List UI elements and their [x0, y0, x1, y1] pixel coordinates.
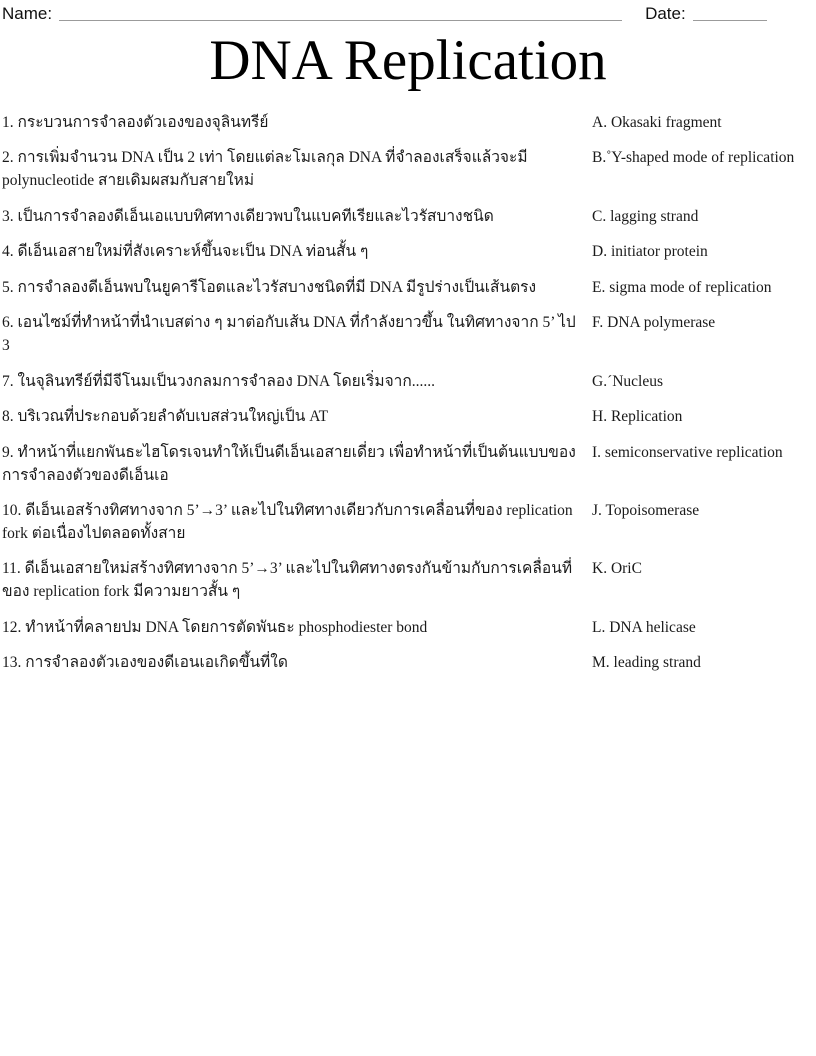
answer-item: M. leading strand: [592, 654, 701, 672]
answer-item: L. DNA helicase: [592, 618, 696, 636]
question-item: 3. เป็นการจำลองดีเอ็นเอแบบทิศทางเดียวพบในแบคทีเรียและไวรัสบางชนิด: [2, 207, 494, 225]
question-item: 2. การเพิ่มจำนวน DNA เป็น 2 เท่า โดยแต่ละโมเลกุล DNA ที่จำลองเสร็จแล้วจะมี polynucleotide สายเดิมผสมกับสายใหม่: [2, 149, 528, 189]
answer-item: G.´Nucleus: [592, 372, 664, 390]
header: [2, 4, 814, 24]
table-row: [2, 617, 814, 640]
question-item: 12. ทำหน้าที่คลายปม DNA โดยการตัดพันธะ phosphodiester bond: [2, 618, 428, 636]
answer-item: K. OriC: [592, 560, 642, 578]
question-item: 13. การจำลองตัวเองของดีเอนเอเกิดขึ้นที่ใด: [2, 654, 288, 672]
question-item: 5. การจำลองดีเอ็นพบในยูคารีโอตและไวรัสบางชนิดที่มี DNA มีรูปร่างเป็นเส้นตรง: [2, 278, 537, 296]
table-row: [2, 277, 814, 300]
page-title: DNA Replication: [209, 29, 607, 92]
date-label: Date:: [645, 4, 686, 23]
question-item: 10. ดีเอ็นเอสร้างทิศทางจาก 5’→3’ และไปในทิศทางเดียวกับการเคลื่อนที่ของ replication fork ต่อเนื่องไปตลอดทั้งสาย: [2, 502, 573, 542]
matching-list: [2, 112, 814, 675]
answer-item: A. Okasaki fragment: [592, 113, 722, 131]
question-item: 8. บริเวณที่ประกอบด้วยลำดับเบสส่วนใหญ่เป็น AT: [2, 408, 329, 426]
table-row: [2, 206, 814, 229]
question-item: 11. ดีเอ็นเอสายใหม่สร้างทิศทางจาก 5’→3’ และไปในทิศทางตรงกันข้ามกับการเคลื่อนที่ของ replication fork มีความยาวสั้น ๆ: [2, 560, 573, 601]
table-row: [2, 241, 814, 264]
table-row: [2, 147, 814, 192]
table-row: [2, 442, 814, 487]
answer-item: C. lagging strand: [592, 207, 699, 225]
table-row: [2, 500, 814, 545]
table-row: [2, 558, 814, 603]
table-row: [2, 406, 814, 429]
answer-item: H. Replication: [592, 408, 683, 426]
table-row: [2, 312, 814, 357]
name-label: Name:: [2, 4, 53, 23]
table-row: [2, 371, 814, 394]
question-item: 9. ทำหน้าที่แยกพันธะไฮโดรเจนทำให้เป็นดีเอ็นเอสายเดี่ยว เพื่อทำหน้าที่เป็นต้นแบบของการจำลองตัวของดีเอ็นเอ: [2, 443, 576, 484]
name-underline: [59, 20, 622, 21]
question-item: 4. ดีเอ็นเอสายใหม่ที่สังเคราะห์ขึ้นจะเป็น DNA ท่อนสั้น ๆ: [2, 243, 369, 261]
answer-item: D. initiator protein: [592, 243, 708, 261]
table-row: [2, 112, 814, 135]
answer-item: F. DNA polymerase: [592, 314, 716, 332]
answer-item: B.˚Y-shaped mode of replication: [592, 149, 795, 167]
question-item: 1. กระบวนการจำลองตัวเองของจุลินทรีย์: [2, 113, 269, 131]
date-underline: [693, 20, 767, 21]
answer-item: E. sigma mode of replication: [592, 278, 772, 296]
table-row: [2, 652, 814, 675]
question-item: 6. เอนไซม์ที่ทำหน้าที่นำเบสต่าง ๆ มาต่อกับเส้น DNA ที่กำลังยาวขึ้น ในทิศทางจาก 5’ ไป 3: [2, 314, 576, 355]
question-item: 7. ในจุลินทรีย์ที่มีจีโนมเป็นวงกลมการจำลอง DNA โดยเริ่มจาก......: [2, 372, 436, 390]
answer-item: J. Topoisomerase: [592, 502, 700, 520]
answer-item: I. semiconservative replication: [592, 443, 783, 461]
